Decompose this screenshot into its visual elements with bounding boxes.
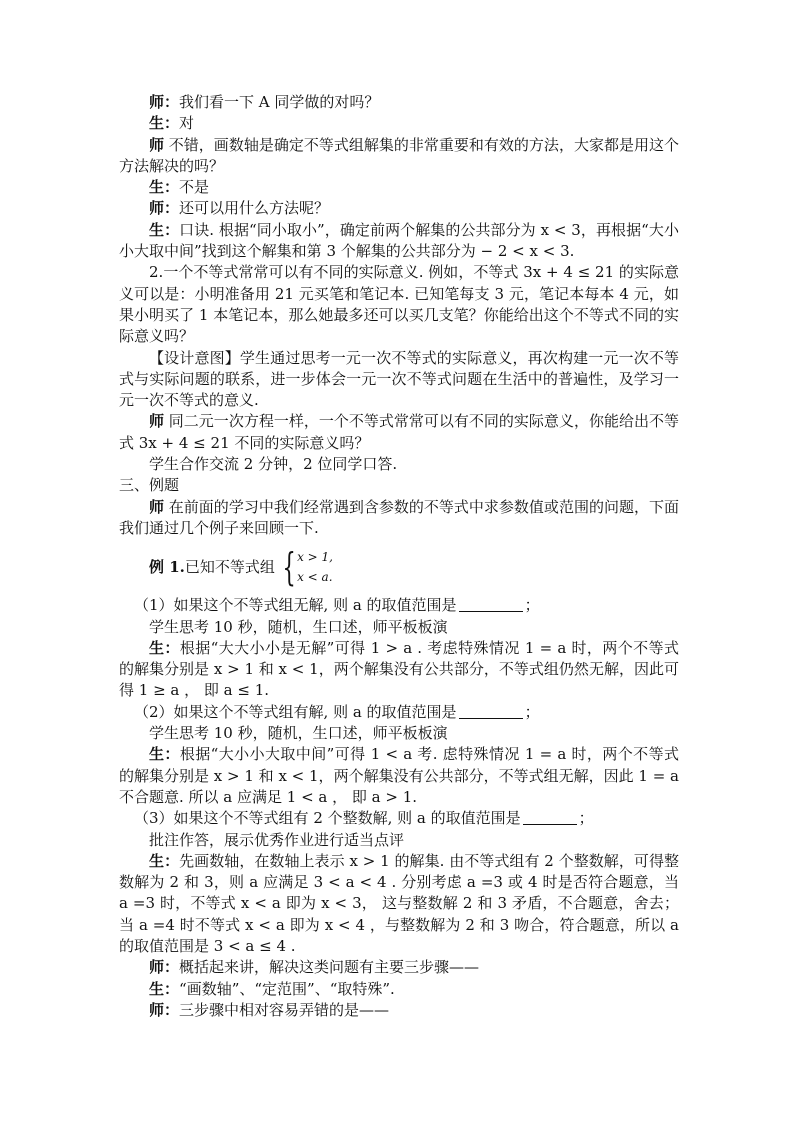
- colon: ：: [164, 178, 180, 197]
- section-heading: [119, 475, 679, 496]
- speaker-student: 生: [149, 638, 165, 657]
- text: 批注作答，展示优秀作业进行适当点评: [149, 830, 405, 849]
- paragraph: [119, 851, 679, 957]
- paragraph: [119, 617, 679, 638]
- question: [119, 595, 679, 616]
- paragraph: [119, 830, 679, 851]
- paragraph: [119, 744, 679, 808]
- paragraph: [119, 113, 679, 134]
- text: 在前面的学习中我们经常遇到含参数的不等式中求参数值或范围的问题，下面我们通过几个例子来回顾一下.: [119, 497, 679, 537]
- speaker-teacher: 师: [149, 93, 165, 111]
- colon: ：: [164, 93, 180, 111]
- speaker-teacher: 师: [149, 412, 165, 431]
- text: 不是: [179, 178, 210, 197]
- text: （1）如果这个不等式组无解, 则 a 的取值范围是: [134, 596, 457, 615]
- speaker-teacher: 师: [149, 497, 165, 516]
- text: ；: [524, 702, 540, 721]
- answer-blank: [459, 704, 523, 719]
- speaker-teacher: 师: [149, 958, 165, 977]
- colon: ：: [164, 851, 180, 870]
- example-label: 例 1.: [149, 557, 185, 576]
- question: [119, 702, 679, 723]
- text: 口诀. 根据“同小取小”，确定前两个解集的公共部分为 x < 3，再根据“大小小大取中间”找到这个解集和第 3 个解集的公共部分为 − 2 < x < 3.: [119, 220, 679, 261]
- text: 学生通过思考一元一次不等式的实际意义，再次构建一元一次不等式与实际问题的联系，进一步体会一元一次不等式问题在生活中的普遍性，及学习一元一次不等式的意义.: [119, 348, 679, 410]
- paragraph: [119, 411, 679, 454]
- document-page: [119, 92, 679, 1021]
- text: 根据“大大小小是无解”可得 1 > a . 考虑特殊情况 1 = a 时，两个不等式的解集分别是 x > 1 和 x < 1，两个解集没有公共部分，不等式组仍然无解，因此可得 1 ≥ a ， 即 a ≤ 1.: [119, 638, 679, 700]
- text: 对: [179, 114, 195, 133]
- text: （3）如果这个不等式组有 2 个整数解, 则 a 的取值范围是: [134, 809, 521, 828]
- speaker-student: 生: [149, 220, 165, 239]
- speaker-teacher: 师: [149, 1000, 165, 1019]
- speaker-student: 生: [149, 114, 165, 133]
- speaker-student: 生: [149, 851, 165, 870]
- paragraph: [119, 957, 679, 978]
- colon: ：: [164, 979, 180, 998]
- text: 2.一个不等式常常可以有不同的实际意义. 例如，不等式 3x + 4 ≤ 21 的实际意义可以是：小明准备用 21 元买笔和笔记本. 已知笔每支 3 元，笔记本每本 4 元，如果小明买了 1 本笔记本，那么她最多还可以买几支笔？你能给出这个不等式不同的实际意义吗？: [119, 263, 679, 346]
- paragraph: [119, 262, 679, 347]
- text: 不错，画数轴是确定不等式组解集的非常重要和有效的方法，大家都是用这个方法解决的吗？: [119, 135, 679, 175]
- design-intent-tag: 【设计意图】: [149, 348, 240, 367]
- text: 学生合作交流 2 分钟，2 位同学口答.: [149, 455, 398, 474]
- paragraph: [119, 135, 679, 178]
- text: 概括起来讲，解决这类问题有主要三步骤——: [179, 958, 480, 977]
- text: 先画数轴，在数轴上表示 x > 1 的解集. 由不等式组有 2 个整数解，可得整数解为 2 和 3，则 a 应满足 3 < a < 4 . 分别考虑 a =3 或 4 时是否符合题意，当 a =3 时，不等式 x < a 即为 x < 3， 这与整数解 2 和 3 矛盾，不合题意，舍去；当 a =4 时不等式 x < a 即为 x < 4 ，与整数解为 2 和 3 吻合，符合题意，所以 a 的取值范围是 3 < a ≤ 4 .: [119, 851, 679, 955]
- text: ；: [524, 596, 540, 615]
- colon: ：: [164, 220, 180, 239]
- left-brace: {: [282, 545, 296, 590]
- colon: ：: [164, 638, 180, 657]
- text: 学生思考 10 秒，随机，生口述，师平板板演: [149, 724, 448, 743]
- paragraph: [119, 177, 679, 198]
- colon: ：: [164, 958, 180, 977]
- text: 已知不等式组: [184, 557, 275, 576]
- paragraph: [119, 198, 679, 219]
- paragraph: [119, 348, 679, 412]
- paragraph: [119, 454, 679, 475]
- paragraph: [119, 497, 679, 540]
- text: 还可以用什么方法呢？: [179, 199, 330, 218]
- system-lines: [297, 547, 333, 587]
- speaker-teacher: 师: [149, 135, 165, 154]
- paragraph: [119, 220, 679, 263]
- answer-blank: [523, 810, 577, 825]
- paragraph: [119, 92, 679, 113]
- speaker-student: 生: [149, 178, 165, 197]
- colon: ：: [164, 199, 180, 218]
- text: （2）如果这个不等式组有解, 则 a 的取值范围是: [134, 702, 457, 721]
- text: 学生思考 10 秒，随机，生口述，师平板板演: [149, 617, 448, 636]
- paragraph: [119, 723, 679, 744]
- colon: ：: [164, 1000, 180, 1019]
- answer-blank: [459, 597, 523, 612]
- text: ；: [578, 809, 594, 828]
- text: 根据“大小小大取中间”可得 1 < a 考. 虑特殊情况 1 = a 时，两个不等式的解集分别是 x > 1 和 x < 1，两个解集没有公共部分，不等式组无解，因此 1 = a 不合题意. 所以 a 应满足 1 < a ， 即 a > 1.: [119, 745, 679, 806]
- paragraph: [119, 638, 679, 702]
- question: [119, 808, 679, 829]
- text: 我们看一下 A 同学做的对吗？: [179, 93, 380, 111]
- paragraph: [119, 979, 679, 1000]
- text: 同二元一次方程一样，一个不等式常常可以有不同的实际意义，你能给出不等式 3x + 4 ≤ 21 不同的实际意义吗？: [119, 412, 679, 452]
- text: 三、例题: [119, 476, 180, 495]
- colon: ：: [164, 745, 180, 764]
- inequality-system: [277, 545, 333, 590]
- example-heading: [119, 545, 679, 589]
- speaker-teacher: 师: [149, 199, 165, 218]
- text: 三步骤中相对容易弄错的是——: [179, 1000, 390, 1019]
- colon: ：: [164, 114, 180, 133]
- speaker-student: 生: [149, 979, 165, 998]
- system-line: x < a.: [297, 570, 333, 585]
- text: “画数轴”、“定范围”、“取特殊”.: [179, 979, 395, 998]
- system-line: x > 1,: [297, 550, 333, 565]
- paragraph: [119, 1000, 679, 1021]
- speaker-student: 生: [149, 745, 165, 764]
